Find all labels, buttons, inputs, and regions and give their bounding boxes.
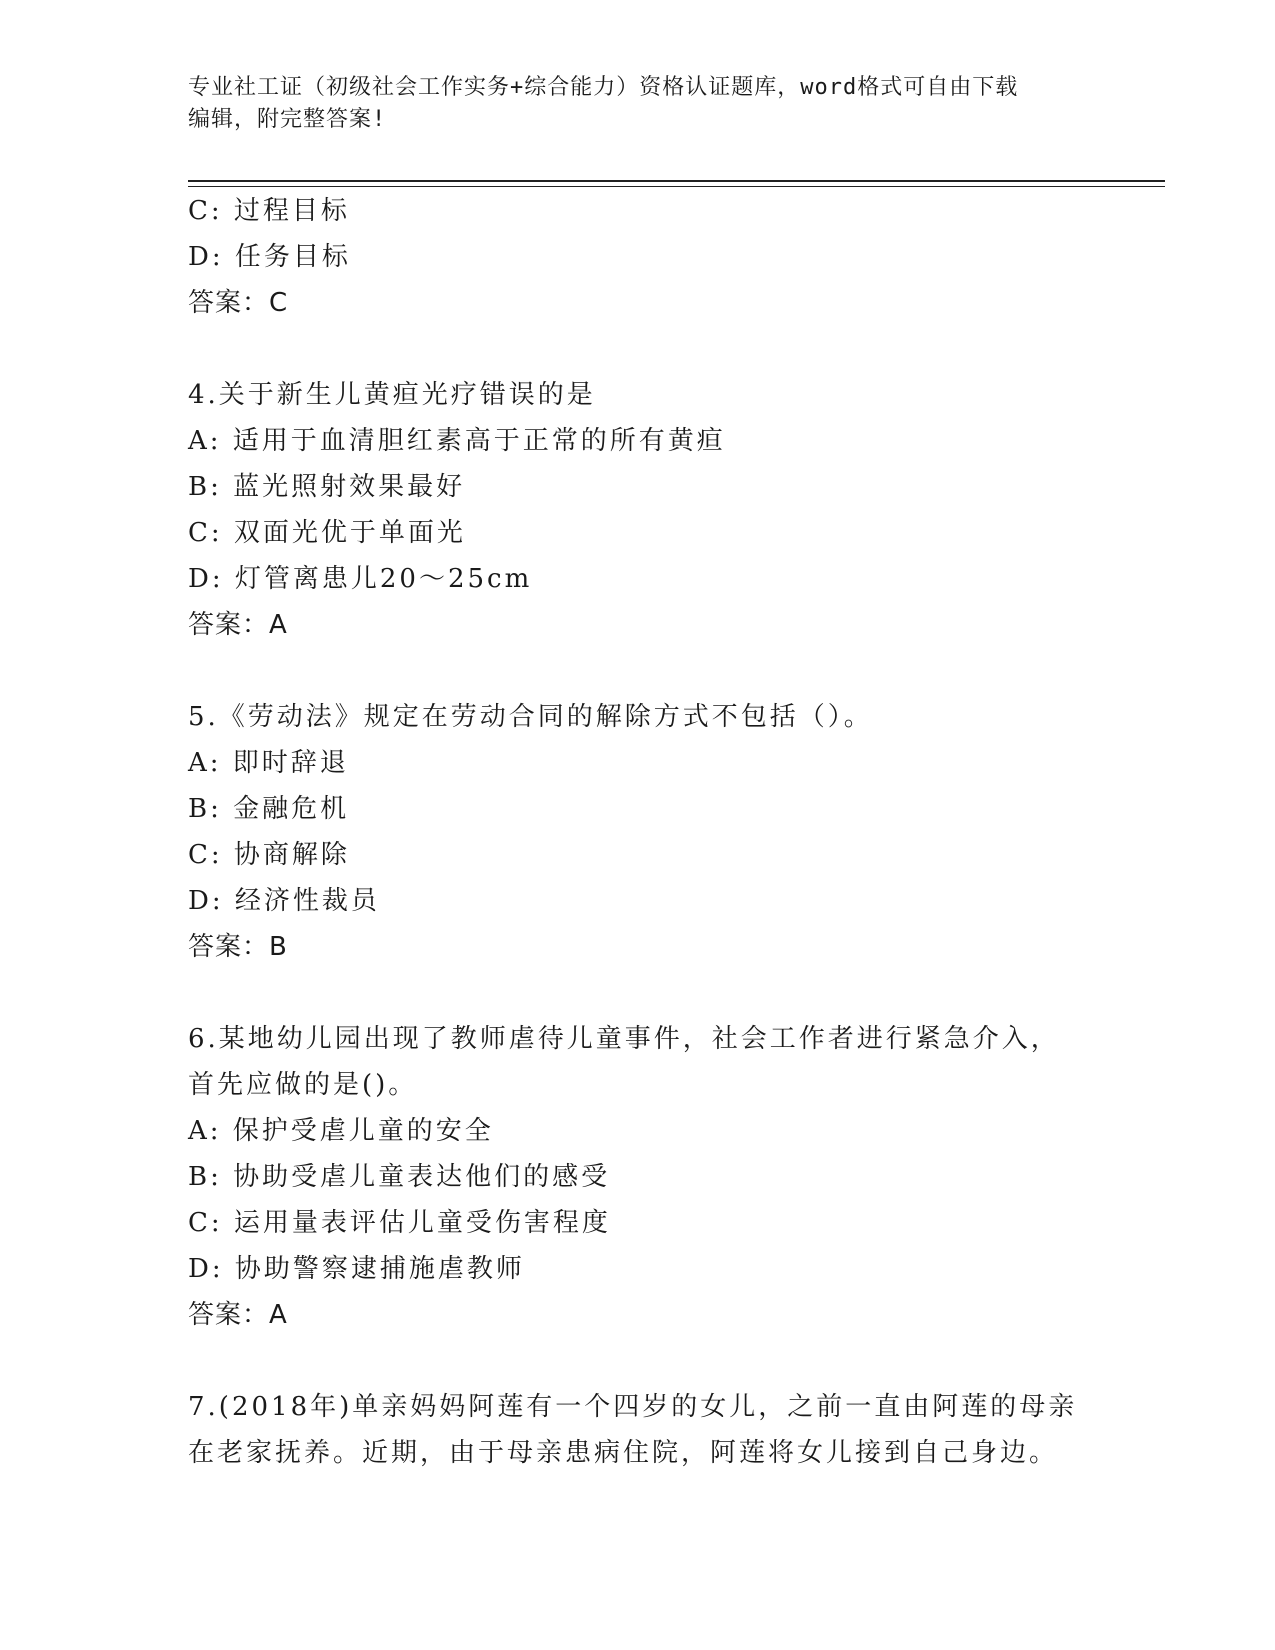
spacer [188,326,1088,372]
answer: 答案：A [188,1300,288,1330]
answer: 答案：A [188,610,288,640]
option-b: B: 协助受虐儿童表达他们的感受 [188,1162,611,1192]
header-rule-thick [188,180,1165,182]
option-d: D: 协助警察逮捕施虐教师 [188,1254,525,1284]
question-3-tail [188,188,1088,326]
question-stem: 4.关于新生儿黄疸光疗错误的是 [188,380,596,410]
answer: 答案：B [188,932,288,962]
header-line-1: 专业社工证（初级社会工作实务+综合能力）资格认证题库，word格式可自由下载 [188,75,1019,100]
option-b: B: 蓝光照射效果最好 [188,472,466,502]
option-a: A: 适用于血清胆红素高于正常的所有黄疸 [188,426,726,456]
option-c: C: 过程目标 [188,196,350,226]
document-body [188,188,1088,1476]
spacer [188,648,1088,694]
question-stem-line-1: 6.某地幼儿园出现了教师虐待儿童事件，社会工作者进行紧急介入， [188,1024,1060,1054]
question-5 [188,694,1088,970]
question-4 [188,372,1088,648]
spacer [188,1338,1088,1384]
option-d: D: 任务目标 [188,242,351,272]
option-c: C: 运用量表评估儿童受伤害程度 [188,1208,611,1238]
question-stem-line-2: 在老家抚养。近期，由于母亲患病住院，阿莲将女儿接到自己身边。 [188,1438,1059,1468]
option-a: A: 即时辞退 [188,748,349,778]
header-line-2: 编辑，附完整答案! [188,107,387,132]
question-stem: 5.《劳动法》规定在劳动合同的解除方式不包括（）。 [188,702,873,732]
question-stem-line-1: 7.(2018年)单亲妈妈阿莲有一个四岁的女儿，之前一直由阿莲的母亲 [188,1392,1078,1422]
option-c: C: 协商解除 [188,840,350,870]
option-b: B: 金融危机 [188,794,350,824]
header-rule-thin [188,186,1165,187]
option-a: A: 保护受虐儿童的安全 [188,1116,494,1146]
question-7 [188,1384,1088,1476]
question-stem-line-2: 首先应做的是()。 [188,1070,418,1100]
answer: 答案：C [188,288,289,318]
option-c: C: 双面光优于单面光 [188,518,466,548]
option-d: D: 灯管离患儿20～25cm [188,564,533,594]
spacer [188,970,1088,1016]
question-6 [188,1016,1088,1338]
document-header [188,72,1088,136]
option-d: D: 经济性裁员 [188,886,380,916]
